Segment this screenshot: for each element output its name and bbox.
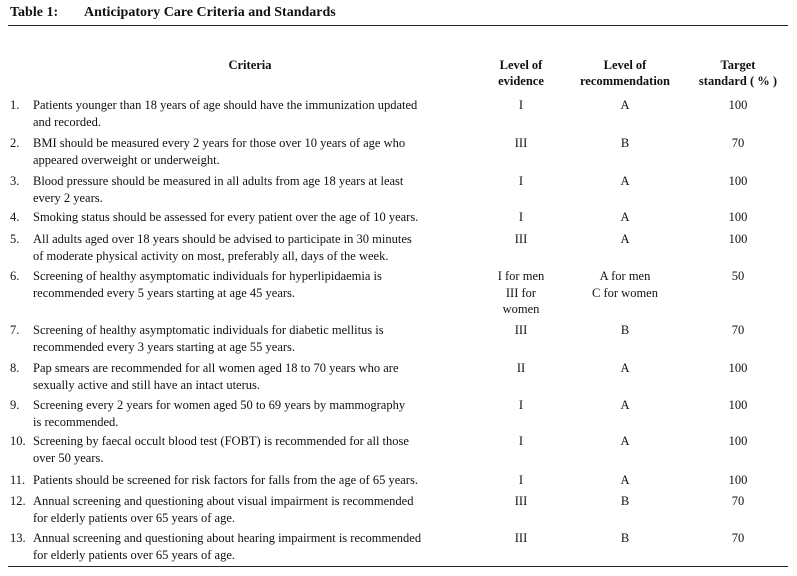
- recommendation-level: [570, 97, 680, 114]
- row-number: 11.: [10, 473, 26, 487]
- table-caption: [10, 5, 336, 21]
- row-number: 9.: [10, 398, 20, 412]
- criteria-text-line: recommended every 3 years starting at age 55 years.: [33, 339, 296, 354]
- row-number: 5.: [10, 232, 20, 246]
- evidence-level-line: I: [518, 434, 524, 448]
- bottom-rule: [8, 566, 788, 567]
- evidence-level-line: III: [514, 494, 528, 508]
- row-number: 8.: [10, 361, 20, 375]
- criteria-text-line: sexually active and still have an intact uterus.: [33, 377, 261, 392]
- criteria-text-line: Screening by faecal occult blood test (FOBT) is recommended for all those: [33, 434, 409, 448]
- criteria-text: [33, 268, 473, 301]
- evidence-level-line: I for men: [497, 269, 545, 283]
- row-number: 1.: [10, 98, 20, 112]
- criteria-text-line: Patients younger than 18 years of age should have the immunization updated: [33, 98, 418, 112]
- criteria-text: [33, 209, 473, 226]
- recommendation-level-line: A for men: [599, 269, 651, 283]
- evidence-level-line: II: [516, 361, 526, 375]
- evidence-level: [486, 493, 556, 510]
- evidence-level: [486, 135, 556, 152]
- recommendation-level: [570, 433, 680, 450]
- target-standard: 100: [728, 210, 748, 224]
- target-standard: 100: [728, 98, 748, 112]
- criteria-text-line: Patients should be screened for risk factors for falls from the age of 65 years.: [33, 473, 418, 487]
- recommendation-level-line: A: [620, 361, 630, 375]
- row-number: 2.: [10, 136, 20, 150]
- criteria-text-line: appeared overweight or underweight.: [33, 152, 220, 167]
- criteria-text-line: over 50 years.: [33, 450, 104, 465]
- evidence-level-line: III: [514, 531, 528, 545]
- criteria-text-line: Screening of healthy asymptomatic individuals for hyperlipidaemia is: [33, 269, 382, 283]
- target-standard: 100: [728, 174, 748, 188]
- row-number: 7.: [10, 323, 20, 337]
- recommendation-level-line: B: [620, 531, 630, 545]
- recommendation-level-line: A: [620, 98, 630, 112]
- evidence-level-line: I: [518, 98, 524, 112]
- header-recommendation: [570, 57, 680, 89]
- header-evidence-line: Level of: [499, 58, 543, 72]
- recommendation-level-line: B: [620, 323, 630, 337]
- evidence-level-line: I: [518, 210, 524, 224]
- criteria-text-line: recommended every 5 years starting at age 45 years.: [33, 285, 296, 300]
- criteria-text: [33, 135, 473, 168]
- recommendation-level-line: A: [620, 210, 630, 224]
- criteria-text: [33, 173, 473, 206]
- criteria-text-line: Pap smears are recommended for all women aged 18 to 70 years who are: [33, 361, 399, 375]
- target-standard: 70: [731, 494, 745, 508]
- recommendation-level-line: C for women: [592, 285, 658, 300]
- header-recommendation-line: recommendation: [579, 74, 671, 88]
- evidence-level-line: III: [514, 136, 528, 150]
- recommendation-level-line: A: [620, 434, 630, 448]
- criteria-text-line: Smoking status should be assessed for every patient over the age of 10 years.: [33, 210, 419, 224]
- recommendation-level-line: B: [620, 494, 630, 508]
- header-target: [690, 57, 786, 89]
- header-criteria-label: Criteria: [228, 58, 272, 72]
- table-label: Table 1:: [10, 5, 59, 20]
- row-number: 12.: [10, 494, 26, 508]
- row-number: 4.: [10, 210, 20, 224]
- target-standard: 100: [728, 473, 748, 487]
- evidence-level: [486, 209, 556, 226]
- header-evidence-line: evidence: [498, 74, 544, 88]
- evidence-level: [486, 397, 556, 414]
- header-criteria: [10, 57, 490, 73]
- recommendation-level: [570, 268, 680, 301]
- target-standard: 100: [728, 398, 748, 412]
- evidence-level: [486, 173, 556, 190]
- evidence-level: [486, 360, 556, 377]
- criteria-text-line: Annual screening and questioning about hearing impairment is recommended: [33, 531, 422, 545]
- evidence-level-line: III: [514, 323, 528, 337]
- recommendation-level-line: A: [620, 398, 630, 412]
- criteria-text-line: for elderly patients over 65 years of age.: [33, 547, 236, 562]
- target-standard: 100: [728, 361, 748, 375]
- row-number: 6.: [10, 269, 20, 283]
- evidence-level: [486, 433, 556, 450]
- evidence-level: [486, 472, 556, 489]
- recommendation-level: [570, 360, 680, 377]
- criteria-text-line: Screening of healthy asymptomatic individuals for diabetic mellitus is: [33, 323, 384, 337]
- recommendation-level-line: B: [620, 136, 630, 150]
- header-recommendation-line: Level of: [603, 58, 647, 72]
- criteria-text-line: is recommended.: [33, 414, 119, 429]
- recommendation-level: [570, 231, 680, 248]
- recommendation-level: [570, 135, 680, 152]
- target-standard: 100: [728, 232, 748, 246]
- evidence-level-line: I: [518, 174, 524, 188]
- header-target-line: standard ( % ): [698, 74, 778, 88]
- criteria-text: [33, 493, 473, 526]
- header-evidence: [486, 57, 556, 89]
- evidence-level: [486, 530, 556, 547]
- evidence-level: [486, 231, 556, 248]
- evidence-level-line: III: [514, 232, 528, 246]
- table-title: Anticipatory Care Criteria and Standards: [84, 5, 336, 20]
- criteria-text-line: Blood pressure should be measured in all adults from age 18 years at least: [33, 174, 404, 188]
- evidence-level: [486, 97, 556, 114]
- recommendation-level-line: A: [620, 473, 630, 487]
- criteria-text: [33, 397, 473, 430]
- target-standard: 70: [731, 531, 745, 545]
- recommendation-level: [570, 397, 680, 414]
- evidence-level-line: III for: [505, 285, 537, 300]
- recommendation-level-line: A: [620, 232, 630, 246]
- criteria-text-line: every 2 years.: [33, 190, 103, 205]
- evidence-level-line: I: [518, 398, 524, 412]
- recommendation-level: [570, 493, 680, 510]
- criteria-text: [33, 97, 473, 130]
- recommendation-level: [570, 530, 680, 547]
- header-target-line: Target: [720, 58, 756, 72]
- criteria-text-line: for elderly patients over 65 years of age.: [33, 510, 236, 525]
- recommendation-level: [570, 173, 680, 190]
- row-number: 3.: [10, 174, 20, 188]
- row-number: 10.: [10, 434, 26, 448]
- recommendation-level: [570, 209, 680, 226]
- criteria-text-line: BMI should be measured every 2 years for those over 10 years of age who: [33, 136, 406, 150]
- recommendation-level: [570, 472, 680, 489]
- criteria-text: [33, 231, 473, 264]
- criteria-text: [33, 433, 473, 466]
- evidence-level: [486, 268, 556, 318]
- criteria-text-line: All adults aged over 18 years should be advised to participate in 30 minutes: [33, 232, 412, 246]
- criteria-text: [33, 360, 473, 393]
- target-standard: 70: [731, 136, 745, 150]
- evidence-level-line: I: [518, 473, 524, 487]
- criteria-text: [33, 472, 473, 489]
- criteria-text: [33, 322, 473, 355]
- criteria-text-line: of moderate physical activity on most, preferably all, days of the week.: [33, 248, 389, 263]
- criteria-text: [33, 530, 473, 563]
- recommendation-level-line: A: [620, 174, 630, 188]
- criteria-text-line: Annual screening and questioning about visual impairment is recommended: [33, 494, 414, 508]
- target-standard: 50: [731, 269, 745, 283]
- row-number: 13.: [10, 531, 26, 545]
- criteria-text-line: and recorded.: [33, 114, 102, 129]
- target-standard: 70: [731, 323, 745, 337]
- top-rule: [8, 25, 788, 26]
- recommendation-level: [570, 322, 680, 339]
- evidence-level: [486, 322, 556, 339]
- target-standard: 100: [728, 434, 748, 448]
- criteria-text-line: Screening every 2 years for women aged 50 to 69 years by mammography: [33, 398, 406, 412]
- evidence-level-line: women: [502, 302, 540, 316]
